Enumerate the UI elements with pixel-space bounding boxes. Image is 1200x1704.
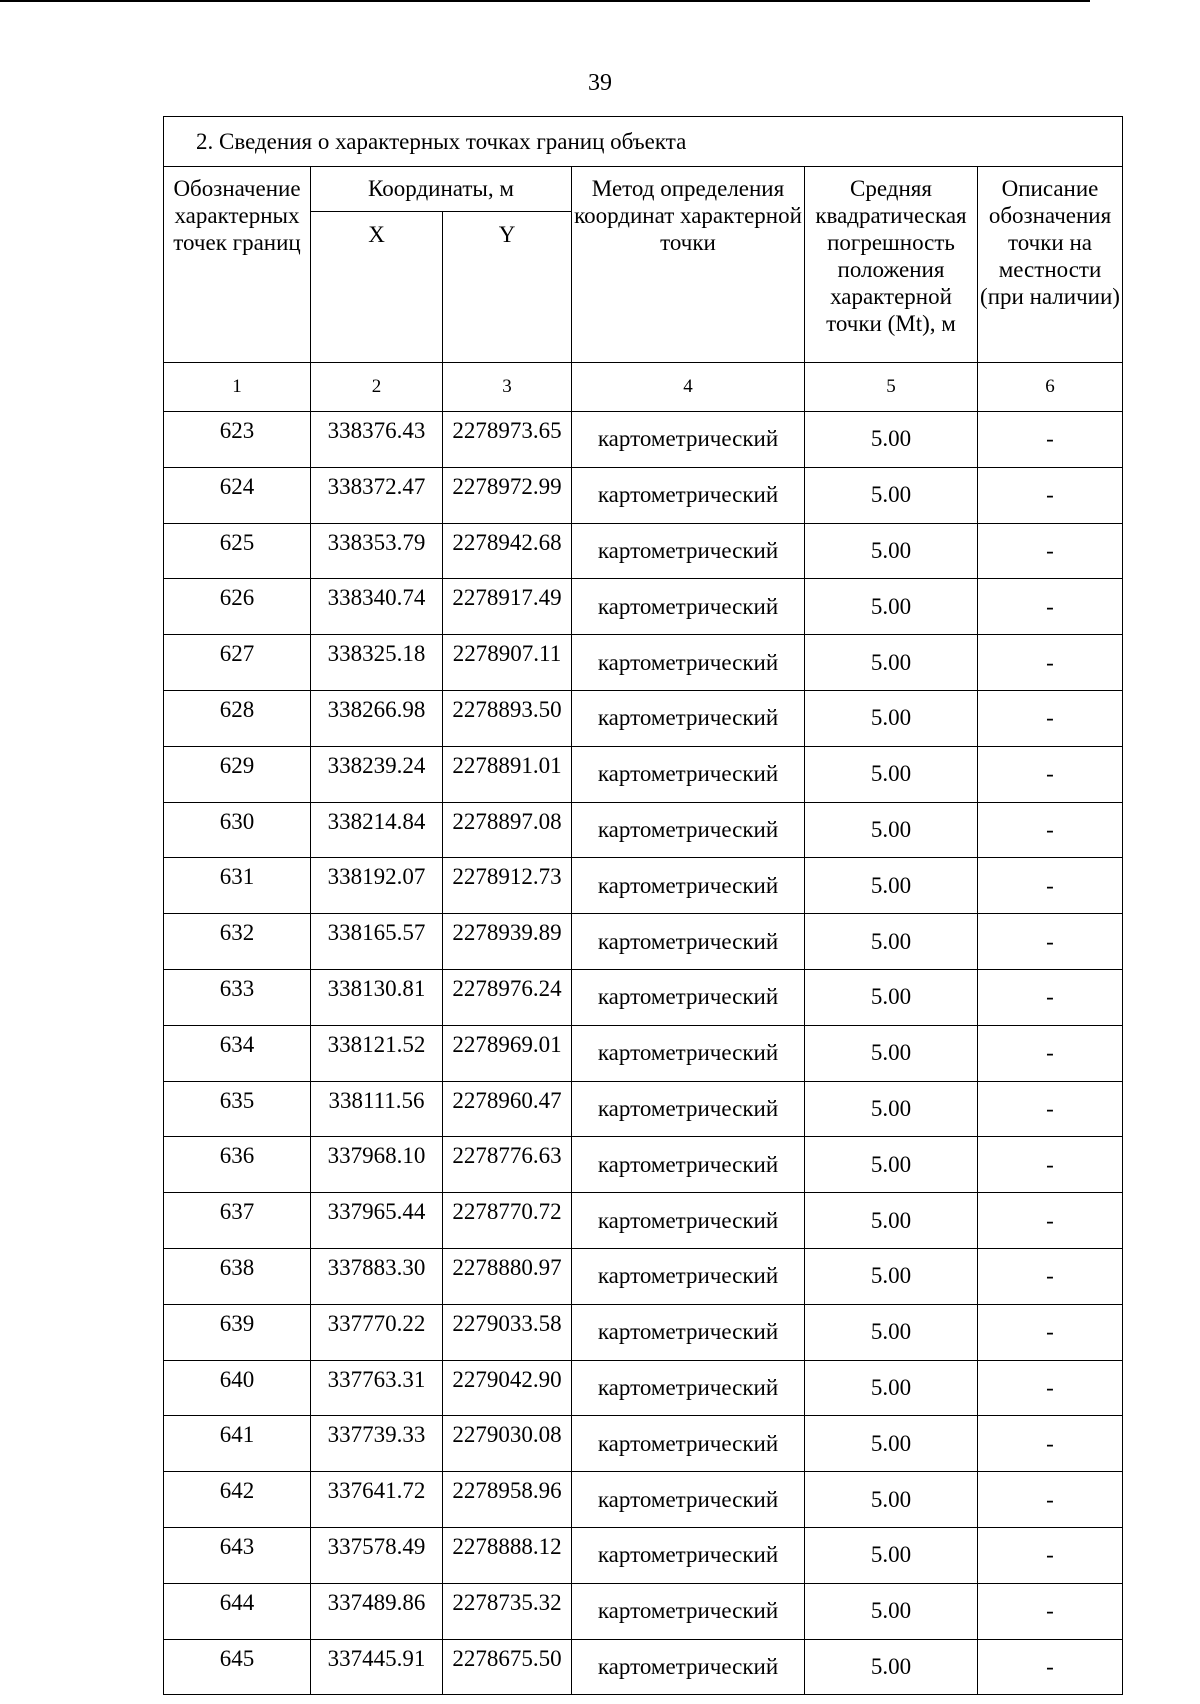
description-cell: - xyxy=(978,914,1123,970)
page-number: 39 xyxy=(588,70,612,96)
x-coordinate-cell: 338266.98 xyxy=(311,690,443,746)
description-cell: - xyxy=(978,1639,1123,1695)
table-row xyxy=(164,746,1123,802)
method-cell: картометрический xyxy=(572,467,805,523)
mean-square-error-cell: 5.00 xyxy=(805,914,978,970)
y-coordinate-cell: 2278912.73 xyxy=(443,858,572,914)
x-coordinate-cell: 338340.74 xyxy=(311,579,443,635)
mean-square-error-cell: 5.00 xyxy=(805,579,978,635)
description-cell: - xyxy=(978,1360,1123,1416)
point-id-cell: 631 xyxy=(164,858,311,914)
method-cell: картометрический xyxy=(572,1360,805,1416)
mean-square-error-cell: 5.00 xyxy=(805,635,978,691)
mean-square-error-cell: 5.00 xyxy=(805,1025,978,1081)
point-id-cell: 637 xyxy=(164,1193,311,1249)
table-row xyxy=(164,1193,1123,1249)
method-cell: картометрический xyxy=(572,1472,805,1528)
header-coordinates: Координаты, м xyxy=(311,167,572,212)
mean-square-error-cell: 5.00 xyxy=(805,802,978,858)
point-id-cell: 641 xyxy=(164,1416,311,1472)
point-id-cell: 636 xyxy=(164,1137,311,1193)
mean-square-error-cell: 5.00 xyxy=(805,1248,978,1304)
y-coordinate-cell: 2279042.90 xyxy=(443,1360,572,1416)
table-body xyxy=(164,412,1123,1695)
method-cell: картометрический xyxy=(572,914,805,970)
description-cell: - xyxy=(978,635,1123,691)
point-id-cell: 625 xyxy=(164,523,311,579)
method-cell: картометрический xyxy=(572,802,805,858)
x-coordinate-cell: 337445.91 xyxy=(311,1639,443,1695)
description-cell: - xyxy=(978,690,1123,746)
method-cell: картометрический xyxy=(572,1025,805,1081)
point-id-cell: 626 xyxy=(164,579,311,635)
mean-square-error-cell: 5.00 xyxy=(805,1416,978,1472)
header-method: Метод определения координат характерной точки xyxy=(572,167,805,363)
point-id-cell: 635 xyxy=(164,1081,311,1137)
y-coordinate-cell: 2279030.08 xyxy=(443,1416,572,1472)
column-number: 3 xyxy=(443,363,572,412)
x-coordinate-cell: 337578.49 xyxy=(311,1527,443,1583)
x-coordinate-cell: 338165.57 xyxy=(311,914,443,970)
mean-square-error-cell: 5.00 xyxy=(805,858,978,914)
method-cell: картометрический xyxy=(572,579,805,635)
mean-square-error-cell: 5.00 xyxy=(805,412,978,468)
column-number: 2 xyxy=(311,363,443,412)
description-cell: - xyxy=(978,1416,1123,1472)
point-id-cell: 643 xyxy=(164,1527,311,1583)
x-coordinate-cell: 337763.31 xyxy=(311,1360,443,1416)
mean-square-error-cell: 5.00 xyxy=(805,746,978,802)
y-coordinate-cell: 2278917.49 xyxy=(443,579,572,635)
point-id-cell: 630 xyxy=(164,802,311,858)
mean-square-error-cell: 5.00 xyxy=(805,1360,978,1416)
method-cell: картометрический xyxy=(572,1639,805,1695)
mean-square-error-cell: 5.00 xyxy=(805,467,978,523)
method-cell: картометрический xyxy=(572,523,805,579)
y-coordinate-cell: 2278891.01 xyxy=(443,746,572,802)
description-cell: - xyxy=(978,746,1123,802)
table-row xyxy=(164,1583,1123,1639)
description-cell: - xyxy=(978,858,1123,914)
mean-square-error-cell: 5.00 xyxy=(805,1583,978,1639)
description-cell: - xyxy=(978,1583,1123,1639)
table-row xyxy=(164,802,1123,858)
method-cell: картометрический xyxy=(572,412,805,468)
method-cell: картометрический xyxy=(572,1304,805,1360)
y-coordinate-cell: 2278735.32 xyxy=(443,1583,572,1639)
point-id-cell: 644 xyxy=(164,1583,311,1639)
mean-square-error-cell: 5.00 xyxy=(805,1304,978,1360)
mean-square-error-cell: 5.00 xyxy=(805,1472,978,1528)
mean-square-error-cell: 5.00 xyxy=(805,523,978,579)
point-id-cell: 627 xyxy=(164,635,311,691)
x-coordinate-cell: 337883.30 xyxy=(311,1248,443,1304)
point-id-cell: 645 xyxy=(164,1639,311,1695)
point-id-cell: 639 xyxy=(164,1304,311,1360)
top-border-line xyxy=(0,0,1090,2)
table-row xyxy=(164,1081,1123,1137)
header-description: Описание обозначения точки на местности (при наличии) xyxy=(978,167,1123,363)
table-row xyxy=(164,969,1123,1025)
table-row xyxy=(164,1248,1123,1304)
method-cell: картометрический xyxy=(572,1193,805,1249)
description-cell: - xyxy=(978,412,1123,468)
y-coordinate-cell: 2278893.50 xyxy=(443,690,572,746)
table-row xyxy=(164,1137,1123,1193)
y-coordinate-cell: 2278880.97 xyxy=(443,1248,572,1304)
table-row xyxy=(164,467,1123,523)
description-cell: - xyxy=(978,1081,1123,1137)
table-row xyxy=(164,1527,1123,1583)
x-coordinate-cell: 338325.18 xyxy=(311,635,443,691)
x-coordinate-cell: 338376.43 xyxy=(311,412,443,468)
mean-square-error-cell: 5.00 xyxy=(805,1193,978,1249)
table-row xyxy=(164,858,1123,914)
description-cell: - xyxy=(978,969,1123,1025)
table-row xyxy=(164,635,1123,691)
x-coordinate-cell: 338214.84 xyxy=(311,802,443,858)
description-cell: - xyxy=(978,802,1123,858)
table-row xyxy=(164,1416,1123,1472)
y-coordinate-cell: 2278972.99 xyxy=(443,467,572,523)
table-row xyxy=(164,1304,1123,1360)
point-id-cell: 642 xyxy=(164,1472,311,1528)
column-number: 1 xyxy=(164,363,311,412)
description-cell: - xyxy=(978,523,1123,579)
y-coordinate-cell: 2278969.01 xyxy=(443,1025,572,1081)
y-coordinate-cell: 2279033.58 xyxy=(443,1304,572,1360)
y-coordinate-cell: 2278675.50 xyxy=(443,1639,572,1695)
table-row xyxy=(164,1639,1123,1695)
section-title-row xyxy=(164,117,1123,167)
description-cell: - xyxy=(978,1137,1123,1193)
method-cell: картометрический xyxy=(572,858,805,914)
header-row-top xyxy=(164,167,1123,212)
y-coordinate-cell: 2278770.72 xyxy=(443,1193,572,1249)
y-coordinate-cell: 2278942.68 xyxy=(443,523,572,579)
point-id-cell: 624 xyxy=(164,467,311,523)
method-cell: картометрический xyxy=(572,690,805,746)
x-coordinate-cell: 337739.33 xyxy=(311,1416,443,1472)
method-cell: картометрический xyxy=(572,1583,805,1639)
point-id-cell: 634 xyxy=(164,1025,311,1081)
point-id-cell: 632 xyxy=(164,914,311,970)
description-cell: - xyxy=(978,467,1123,523)
column-number-row xyxy=(164,363,1123,412)
x-coordinate-cell: 338111.56 xyxy=(311,1081,443,1137)
x-coordinate-cell: 338192.07 xyxy=(311,858,443,914)
description-cell: - xyxy=(978,1193,1123,1249)
description-cell: - xyxy=(978,1472,1123,1528)
point-id-cell: 640 xyxy=(164,1360,311,1416)
point-id-cell: 629 xyxy=(164,746,311,802)
mean-square-error-cell: 5.00 xyxy=(805,1639,978,1695)
mean-square-error-cell: 5.00 xyxy=(805,1081,978,1137)
table-row xyxy=(164,1360,1123,1416)
table-row xyxy=(164,1472,1123,1528)
column-number: 5 xyxy=(805,363,978,412)
x-coordinate-cell: 338353.79 xyxy=(311,523,443,579)
y-coordinate-cell: 2278960.47 xyxy=(443,1081,572,1137)
y-coordinate-cell: 2278888.12 xyxy=(443,1527,572,1583)
method-cell: картометрический xyxy=(572,969,805,1025)
method-cell: картометрический xyxy=(572,746,805,802)
x-coordinate-cell: 337641.72 xyxy=(311,1472,443,1528)
method-cell: картометрический xyxy=(572,635,805,691)
table-row xyxy=(164,914,1123,970)
y-coordinate-cell: 2278973.65 xyxy=(443,412,572,468)
x-coordinate-cell: 338121.52 xyxy=(311,1025,443,1081)
description-cell: - xyxy=(978,579,1123,635)
y-coordinate-cell: 2278907.11 xyxy=(443,635,572,691)
y-coordinate-cell: 2278939.89 xyxy=(443,914,572,970)
table-row xyxy=(164,523,1123,579)
point-id-cell: 633 xyxy=(164,969,311,1025)
description-cell: - xyxy=(978,1527,1123,1583)
description-cell: - xyxy=(978,1025,1123,1081)
method-cell: картометрический xyxy=(572,1137,805,1193)
description-cell: - xyxy=(978,1248,1123,1304)
x-coordinate-cell: 338130.81 xyxy=(311,969,443,1025)
x-coordinate-cell: 337489.86 xyxy=(311,1583,443,1639)
y-coordinate-cell: 2278897.08 xyxy=(443,802,572,858)
header-point-designation: Обозначение характерных точек границ xyxy=(164,167,311,363)
column-number: 4 xyxy=(572,363,805,412)
y-coordinate-cell: 2278958.96 xyxy=(443,1472,572,1528)
method-cell: картометрический xyxy=(572,1248,805,1304)
x-coordinate-cell: 338239.24 xyxy=(311,746,443,802)
header-mean-square-error: Средняя квадратическая погрешность положения характерной точки (Mt), м xyxy=(805,167,978,363)
point-id-cell: 638 xyxy=(164,1248,311,1304)
mean-square-error-cell: 5.00 xyxy=(805,969,978,1025)
x-coordinate-cell: 337770.22 xyxy=(311,1304,443,1360)
y-coordinate-cell: 2278776.63 xyxy=(443,1137,572,1193)
x-coordinate-cell: 337965.44 xyxy=(311,1193,443,1249)
description-cell: - xyxy=(978,1304,1123,1360)
section-title: 2. Сведения о характерных точках границ объекта xyxy=(164,117,1123,167)
table-row xyxy=(164,579,1123,635)
method-cell: картометрический xyxy=(572,1081,805,1137)
boundary-points-table xyxy=(163,116,1123,1695)
y-coordinate-cell: 2278976.24 xyxy=(443,969,572,1025)
table-row xyxy=(164,690,1123,746)
column-number: 6 xyxy=(978,363,1123,412)
table-row xyxy=(164,1025,1123,1081)
point-id-cell: 628 xyxy=(164,690,311,746)
mean-square-error-cell: 5.00 xyxy=(805,1527,978,1583)
header-y: Y xyxy=(443,212,572,363)
mean-square-error-cell: 5.00 xyxy=(805,1137,978,1193)
mean-square-error-cell: 5.00 xyxy=(805,690,978,746)
point-id-cell: 623 xyxy=(164,412,311,468)
method-cell: картометрический xyxy=(572,1527,805,1583)
table-row xyxy=(164,412,1123,468)
x-coordinate-cell: 337968.10 xyxy=(311,1137,443,1193)
header-x: X xyxy=(311,212,443,363)
x-coordinate-cell: 338372.47 xyxy=(311,467,443,523)
method-cell: картометрический xyxy=(572,1416,805,1472)
